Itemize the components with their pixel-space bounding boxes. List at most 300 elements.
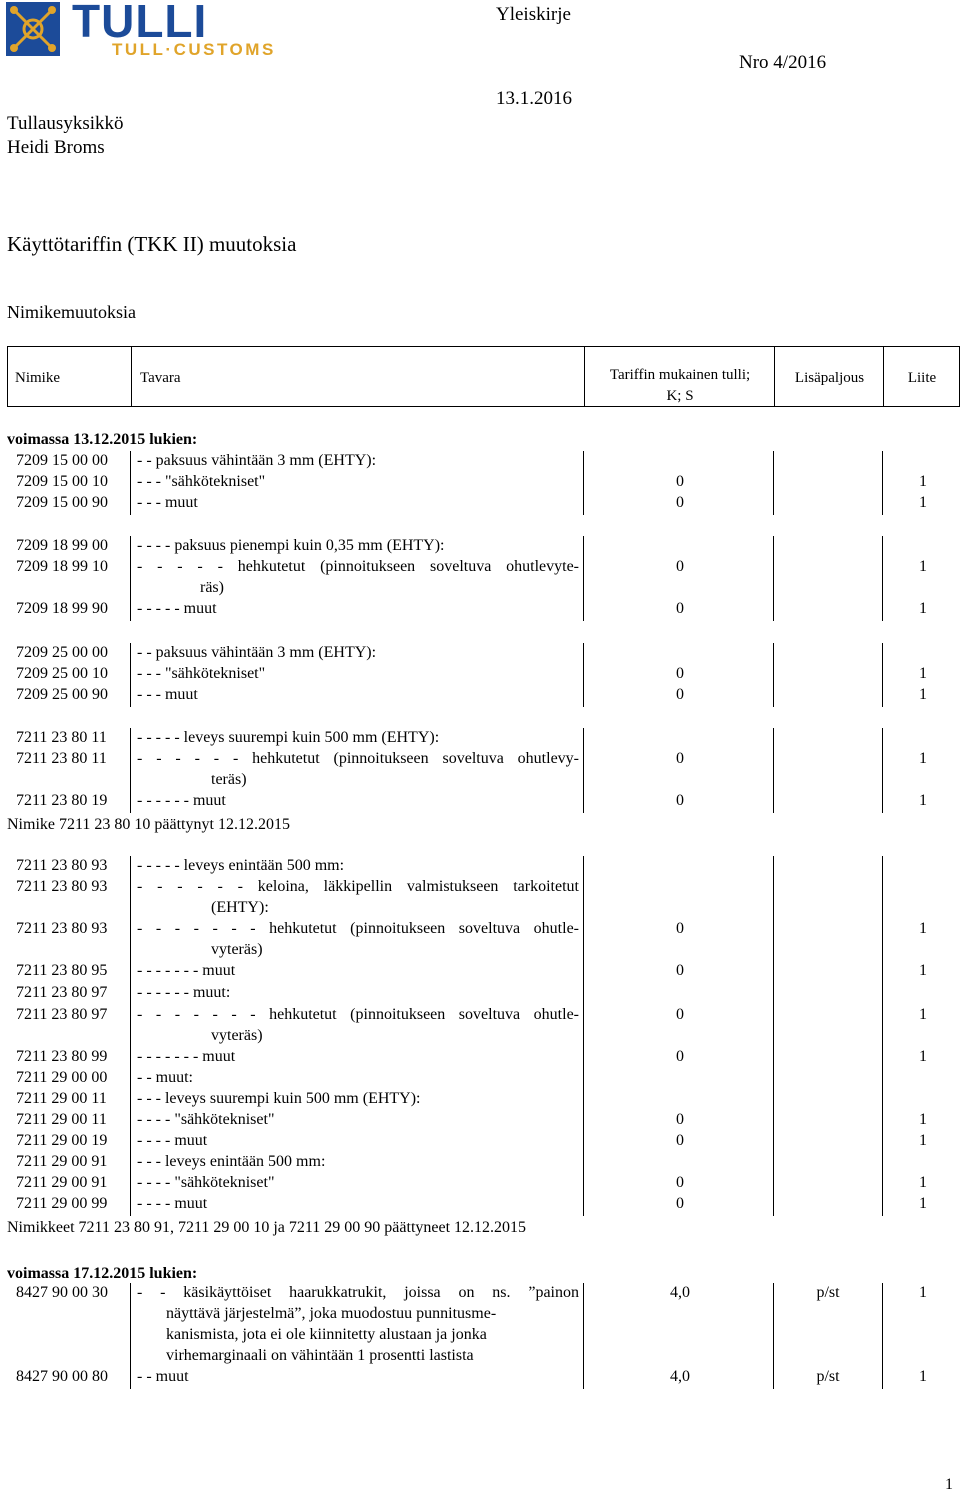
- row-annex: 1: [919, 1048, 927, 1065]
- column-divider: [882, 1068, 883, 1090]
- column-divider: [583, 728, 584, 750]
- row-annex: 1: [919, 1195, 927, 1212]
- column-divider: [583, 856, 584, 878]
- column-divider: [773, 493, 774, 515]
- row-code: 7211 23 80 93: [16, 920, 108, 937]
- column-divider: [773, 1089, 774, 1111]
- row-annex: 1: [919, 1006, 927, 1023]
- column-divider: [882, 1325, 883, 1347]
- column-divider: [882, 599, 883, 621]
- logo-name: TULLI: [72, 0, 208, 47]
- row-duty: 0: [676, 1006, 684, 1023]
- row-annex: 1: [919, 600, 927, 617]
- column-divider: [773, 877, 774, 899]
- row-description: - - - - "sähkötekniset": [137, 1174, 275, 1191]
- column-divider: [773, 1026, 774, 1048]
- row-description: - - - - - leveys enintään 500 mm:: [137, 857, 345, 874]
- row-description: - - - - muut: [137, 1195, 208, 1212]
- column-divider: [130, 940, 131, 962]
- column-divider: [773, 685, 774, 707]
- column-divider: [583, 557, 584, 579]
- row-description: kanismista, jota ei ole kiinnitetty alustaan ja jonka: [166, 1326, 487, 1343]
- row-annex: 1: [919, 1132, 927, 1149]
- row-description: - - - - muut: [137, 1132, 208, 1149]
- column-divider: [583, 472, 584, 494]
- row-annex: 1: [919, 686, 927, 703]
- column-divider: [882, 1026, 883, 1048]
- row-description: - - - - - - - muut: [137, 1048, 236, 1065]
- row-duty: 0: [676, 558, 684, 575]
- column-divider: [583, 1152, 584, 1174]
- table-row: [0, 1132, 960, 1153]
- row-code: 7211 23 80 19: [16, 792, 108, 809]
- column-divider: [583, 1047, 584, 1069]
- column-divider: [583, 1304, 584, 1326]
- table-row: [0, 1174, 960, 1195]
- column-divider: [773, 472, 774, 494]
- column-divider: [882, 1283, 883, 1305]
- row-annex: 1: [919, 1368, 927, 1385]
- column-divider: [130, 451, 131, 473]
- table-row: [0, 1347, 960, 1368]
- logo-subtitle: TULL·CUSTOMS: [112, 40, 276, 59]
- row-description: - - - - - - muut:: [137, 984, 231, 1001]
- column-divider: [583, 1026, 584, 1048]
- row-code: 7209 18 99 90: [16, 600, 108, 617]
- table-row: [0, 644, 960, 665]
- row-description: - - - - - hehkutetut (pinnoitukseen soveltuva ohutlevyte-: [137, 558, 579, 575]
- column-divider: [130, 1304, 131, 1326]
- row-annex: 1: [919, 962, 927, 979]
- column-divider: [583, 791, 584, 813]
- column-divider: [882, 770, 883, 792]
- validity-heading-2: voimassa 17.12.2015 lukien:: [7, 1265, 198, 1282]
- table-row: [0, 984, 960, 1005]
- column-divider: [130, 1173, 131, 1195]
- row-code: 7211 29 00 19: [16, 1132, 108, 1149]
- column-divider: [130, 578, 131, 600]
- column-divider: [882, 856, 883, 878]
- table-row: [0, 665, 960, 686]
- column-divider: [583, 1089, 584, 1111]
- column-divider: [882, 472, 883, 494]
- column-divider: [130, 643, 131, 665]
- header-cell-liite: [883, 347, 959, 406]
- row-annex: 1: [919, 1284, 927, 1301]
- column-divider: [773, 983, 774, 1005]
- column-divider: [130, 1089, 131, 1111]
- column-divider: [882, 578, 883, 600]
- column-divider: [882, 1047, 883, 1069]
- row-duty: 0: [676, 750, 684, 767]
- row-code: 8427 90 00 30: [16, 1284, 108, 1301]
- column-divider: [773, 1110, 774, 1132]
- table-row: [0, 1069, 960, 1090]
- note-ended-2: Nimikkeet 7211 23 80 91, 7211 29 00 10 ja 7211 29 00 90 päättyneet 12.12.2015: [7, 1219, 527, 1236]
- column-divider: [882, 728, 883, 750]
- column-divider: [773, 961, 774, 983]
- column-divider: [583, 749, 584, 771]
- column-divider: [130, 1325, 131, 1347]
- note-ended-1: Nimike 7211 23 80 10 päättynyt 12.12.2015: [7, 816, 290, 833]
- column-divider: [773, 1152, 774, 1174]
- row-description: - - paksuus vähintään 3 mm (EHTY):: [137, 452, 377, 469]
- column-divider: [583, 493, 584, 515]
- column-divider: [773, 856, 774, 878]
- header-tulli-line1: Tariffin mukainen tulli;: [609, 367, 751, 383]
- table-row: [0, 452, 960, 473]
- column-divider: [773, 898, 774, 920]
- row-annex: 1: [919, 558, 927, 575]
- row-annex: 1: [919, 920, 927, 937]
- row-annex: 1: [919, 750, 927, 767]
- row-code: 8427 90 00 80: [16, 1368, 108, 1385]
- row-supplementary-unit: p/st: [816, 1284, 840, 1301]
- table-row: [0, 1111, 960, 1132]
- column-divider: [130, 1047, 131, 1069]
- row-description: teräs): [211, 771, 247, 788]
- row-description: - - - - - - keloina, läkkipellin valmistukseen tarkoitetut: [137, 878, 579, 895]
- row-duty: 4,0: [670, 1284, 690, 1301]
- row-duty: 0: [676, 600, 684, 617]
- column-divider: [130, 599, 131, 621]
- row-description: - - paksuus vähintään 3 mm (EHTY):: [137, 644, 377, 661]
- column-divider: [773, 919, 774, 941]
- row-code: 7209 15 00 00: [16, 452, 108, 469]
- row-description: - - muut:: [137, 1069, 193, 1086]
- row-code: 7211 23 80 97: [16, 984, 108, 1001]
- column-divider: [882, 961, 883, 983]
- table-row: [0, 558, 960, 579]
- column-divider: [130, 493, 131, 515]
- column-divider: [130, 1367, 131, 1389]
- column-divider: [773, 1325, 774, 1347]
- column-divider: [130, 1005, 131, 1027]
- row-duty: 0: [676, 1174, 684, 1191]
- column-divider: [583, 643, 584, 665]
- column-divider: [882, 940, 883, 962]
- row-description: - - - muut: [137, 686, 198, 703]
- column-divider: [882, 749, 883, 771]
- header-lisapaljous: Lisäpaljous: [794, 370, 865, 386]
- column-divider: [130, 749, 131, 771]
- row-description: virhemarginaali on vähintään 1 prosentti lastista: [166, 1347, 474, 1364]
- column-divider: [882, 685, 883, 707]
- table-row: [0, 899, 960, 920]
- row-duty: 0: [676, 792, 684, 809]
- column-divider: [773, 728, 774, 750]
- table-row: [0, 962, 960, 983]
- column-divider: [882, 919, 883, 941]
- column-divider: [130, 728, 131, 750]
- column-divider: [583, 940, 584, 962]
- table-row: [0, 1195, 960, 1216]
- column-divider: [773, 1005, 774, 1027]
- table-row: [0, 537, 960, 558]
- row-code: 7211 29 00 11: [16, 1111, 107, 1128]
- row-description: - - - - "sähkötekniset": [137, 1111, 275, 1128]
- column-divider: [130, 770, 131, 792]
- column-divider: [583, 1194, 584, 1216]
- row-supplementary-unit: p/st: [816, 1368, 840, 1385]
- row-code: 7211 23 80 93: [16, 857, 108, 874]
- column-divider: [583, 1131, 584, 1153]
- column-divider: [882, 1194, 883, 1216]
- row-code: 7211 29 00 11: [16, 1090, 107, 1107]
- column-divider: [773, 1367, 774, 1389]
- table-row: [0, 600, 960, 621]
- column-divider: [773, 578, 774, 600]
- document-type: Yleiskirje: [496, 4, 571, 25]
- row-description: - - - muut: [137, 494, 198, 511]
- column-divider: [130, 557, 131, 579]
- column-divider: [130, 664, 131, 686]
- column-divider: [583, 1367, 584, 1389]
- column-divider: [583, 1068, 584, 1090]
- row-code: 7211 29 00 91: [16, 1153, 108, 1170]
- table-row: [0, 1027, 960, 1048]
- row-annex: 1: [919, 1111, 927, 1128]
- column-divider: [882, 643, 883, 665]
- column-divider: [583, 685, 584, 707]
- row-duty: 0: [676, 920, 684, 937]
- column-divider: [773, 1047, 774, 1069]
- document-date: 13.1.2016: [496, 88, 572, 109]
- column-divider: [882, 1152, 883, 1174]
- row-code: 7211 29 00 99: [16, 1195, 108, 1212]
- document-title: Käyttötariffin (TKK II) muutoksia: [7, 232, 297, 256]
- column-divider: [130, 685, 131, 707]
- table-row: [0, 1368, 960, 1389]
- table-row: [0, 1006, 960, 1027]
- validity-heading-1: voimassa 13.12.2015 lukien:: [7, 431, 198, 448]
- column-divider: [773, 770, 774, 792]
- column-divider: [130, 1152, 131, 1174]
- table-row: [0, 1090, 960, 1111]
- row-code: 7211 29 00 91: [16, 1174, 108, 1191]
- column-divider: [583, 1110, 584, 1132]
- table-row: [0, 920, 960, 941]
- column-divider: [773, 1131, 774, 1153]
- row-annex: 1: [919, 1174, 927, 1191]
- column-divider: [130, 1068, 131, 1090]
- row-description: - - - leveys suurempi kuin 500 mm (EHTY):: [137, 1090, 421, 1107]
- row-description: - - - - paksuus pienempi kuin 0,35 mm (EHTY):: [137, 537, 445, 554]
- column-divider: [130, 1026, 131, 1048]
- column-divider: [130, 1110, 131, 1132]
- column-divider: [583, 578, 584, 600]
- issuing-unit: Tullausyksikkö: [7, 113, 124, 134]
- column-divider: [583, 1005, 584, 1027]
- row-description: - - - - - - - hehkutetut (pinnoitukseen soveltuva ohutle-: [137, 920, 579, 937]
- row-description: - - - "sähkötekniset": [137, 665, 266, 682]
- row-annex: 1: [919, 792, 927, 809]
- header-cell-tavara: [131, 347, 584, 406]
- column-divider: [583, 451, 584, 473]
- header-cell-lisapaljous: [774, 347, 883, 406]
- row-code: 7209 15 00 10: [16, 473, 108, 490]
- column-divider: [773, 1304, 774, 1326]
- column-divider: [583, 536, 584, 558]
- column-divider: [773, 536, 774, 558]
- row-duty: 0: [676, 1195, 684, 1212]
- column-divider: [882, 1173, 883, 1195]
- document-number: Nro 4/2016: [739, 52, 827, 73]
- column-divider: [583, 877, 584, 899]
- row-description: vyteräs): [211, 941, 263, 958]
- table-row: [0, 473, 960, 494]
- column-divider: [773, 557, 774, 579]
- row-description: räs): [200, 579, 224, 596]
- column-divider: [882, 877, 883, 899]
- column-divider: [773, 791, 774, 813]
- table-row: [0, 857, 960, 878]
- column-divider: [882, 664, 883, 686]
- tulli-logo: [6, 0, 306, 70]
- row-code: 7209 15 00 90: [16, 494, 108, 511]
- row-code: 7211 23 80 11: [16, 750, 107, 767]
- column-divider: [773, 599, 774, 621]
- column-divider: [882, 451, 883, 473]
- customs-crest-icon: [6, 2, 60, 56]
- column-divider: [773, 1194, 774, 1216]
- row-code: 7211 23 80 99: [16, 1048, 108, 1065]
- column-divider: [882, 1089, 883, 1111]
- row-code: 7209 25 00 00: [16, 644, 108, 661]
- table-row: [0, 1048, 960, 1069]
- row-description: - - käsikäyttöiset haarukkatrukit, joissa on ns. ”painon: [137, 1284, 579, 1301]
- table-row: [0, 771, 960, 792]
- column-divider: [882, 983, 883, 1005]
- table-row: [0, 686, 960, 707]
- row-description: - - - - - muut: [137, 600, 217, 617]
- column-divider: [583, 1173, 584, 1195]
- row-annex: 1: [919, 473, 927, 490]
- column-divider: [583, 919, 584, 941]
- table-row: [0, 878, 960, 899]
- table-row: [0, 1284, 960, 1305]
- table-row: [0, 941, 960, 962]
- column-divider: [882, 1005, 883, 1027]
- column-divider: [882, 1346, 883, 1368]
- table-row: [0, 1326, 960, 1347]
- column-divider: [130, 1346, 131, 1368]
- row-duty: 0: [676, 1132, 684, 1149]
- column-divider: [773, 643, 774, 665]
- column-divider: [130, 983, 131, 1005]
- column-divider: [583, 1283, 584, 1305]
- row-description: (EHTY):: [211, 899, 269, 916]
- row-code: 7211 23 80 11: [16, 729, 107, 746]
- column-divider: [583, 599, 584, 621]
- column-divider: [882, 898, 883, 920]
- column-divider: [882, 493, 883, 515]
- row-description: - - - leveys enintään 500 mm:: [137, 1153, 326, 1170]
- row-description: - - - "sähkötekniset": [137, 473, 266, 490]
- column-divider: [583, 898, 584, 920]
- row-duty: 0: [676, 473, 684, 490]
- table-row: [0, 792, 960, 813]
- column-divider: [130, 919, 131, 941]
- row-annex: 1: [919, 665, 927, 682]
- table-row: [0, 494, 960, 515]
- column-divider: [130, 961, 131, 983]
- column-divider: [773, 1068, 774, 1090]
- column-divider: [130, 1194, 131, 1216]
- row-duty: 0: [676, 1111, 684, 1128]
- column-divider: [130, 472, 131, 494]
- table-row: [0, 750, 960, 771]
- column-divider: [773, 451, 774, 473]
- row-description: näyttävä järjestelmä”, joka muodostuu punnitusme-: [166, 1305, 497, 1322]
- row-annex: 1: [919, 494, 927, 511]
- table-row: [0, 1153, 960, 1174]
- header-nimike: Nimike: [15, 370, 60, 386]
- table-row: [0, 729, 960, 750]
- column-divider: [773, 1283, 774, 1305]
- row-description: - - - - - - - muut: [137, 962, 236, 979]
- column-divider: [882, 1131, 883, 1153]
- header-cell-tulli: [584, 347, 774, 406]
- row-code: 7209 18 99 00: [16, 537, 108, 554]
- column-divider: [583, 1325, 584, 1347]
- column-divider: [583, 961, 584, 983]
- row-code: 7209 25 00 10: [16, 665, 108, 682]
- row-code: 7211 29 00 00: [16, 1069, 108, 1086]
- row-duty: 0: [676, 665, 684, 682]
- row-code: 7209 25 00 90: [16, 686, 108, 703]
- row-description: - - - - - - - hehkutetut (pinnoitukseen soveltuva ohutle-: [137, 1006, 579, 1023]
- row-duty: 0: [676, 686, 684, 703]
- column-divider: [882, 1367, 883, 1389]
- column-divider: [130, 877, 131, 899]
- column-divider: [773, 664, 774, 686]
- column-divider: [583, 770, 584, 792]
- column-divider: [773, 749, 774, 771]
- column-divider: [773, 1346, 774, 1368]
- header-tulli-line2: K; S: [666, 388, 694, 404]
- author-name: Heidi Broms: [7, 137, 105, 158]
- row-duty: 0: [676, 494, 684, 511]
- row-duty: 0: [676, 962, 684, 979]
- row-description: - - - - - - muut: [137, 792, 226, 809]
- column-divider: [882, 536, 883, 558]
- header-cell-nimike: [8, 347, 131, 406]
- row-description: - - - - - leveys suurempi kuin 500 mm (EHTY):: [137, 729, 440, 746]
- row-code: 7209 18 99 10: [16, 558, 108, 575]
- column-divider: [882, 791, 883, 813]
- table-header: [7, 346, 960, 407]
- row-description: - - muut: [137, 1368, 189, 1385]
- column-divider: [583, 664, 584, 686]
- column-divider: [130, 791, 131, 813]
- row-code: 7211 23 80 95: [16, 962, 108, 979]
- column-divider: [130, 898, 131, 920]
- header-liite: Liite: [907, 370, 937, 386]
- row-duty: 0: [676, 1048, 684, 1065]
- table-row: [0, 1305, 960, 1326]
- header-tavara: Tavara: [140, 370, 181, 386]
- column-divider: [882, 557, 883, 579]
- column-divider: [130, 1131, 131, 1153]
- column-divider: [882, 1304, 883, 1326]
- column-divider: [773, 940, 774, 962]
- column-divider: [882, 1110, 883, 1132]
- column-divider: [130, 856, 131, 878]
- section-title: Nimikemuutoksia: [7, 302, 136, 322]
- column-divider: [583, 983, 584, 1005]
- table-row: [0, 579, 960, 600]
